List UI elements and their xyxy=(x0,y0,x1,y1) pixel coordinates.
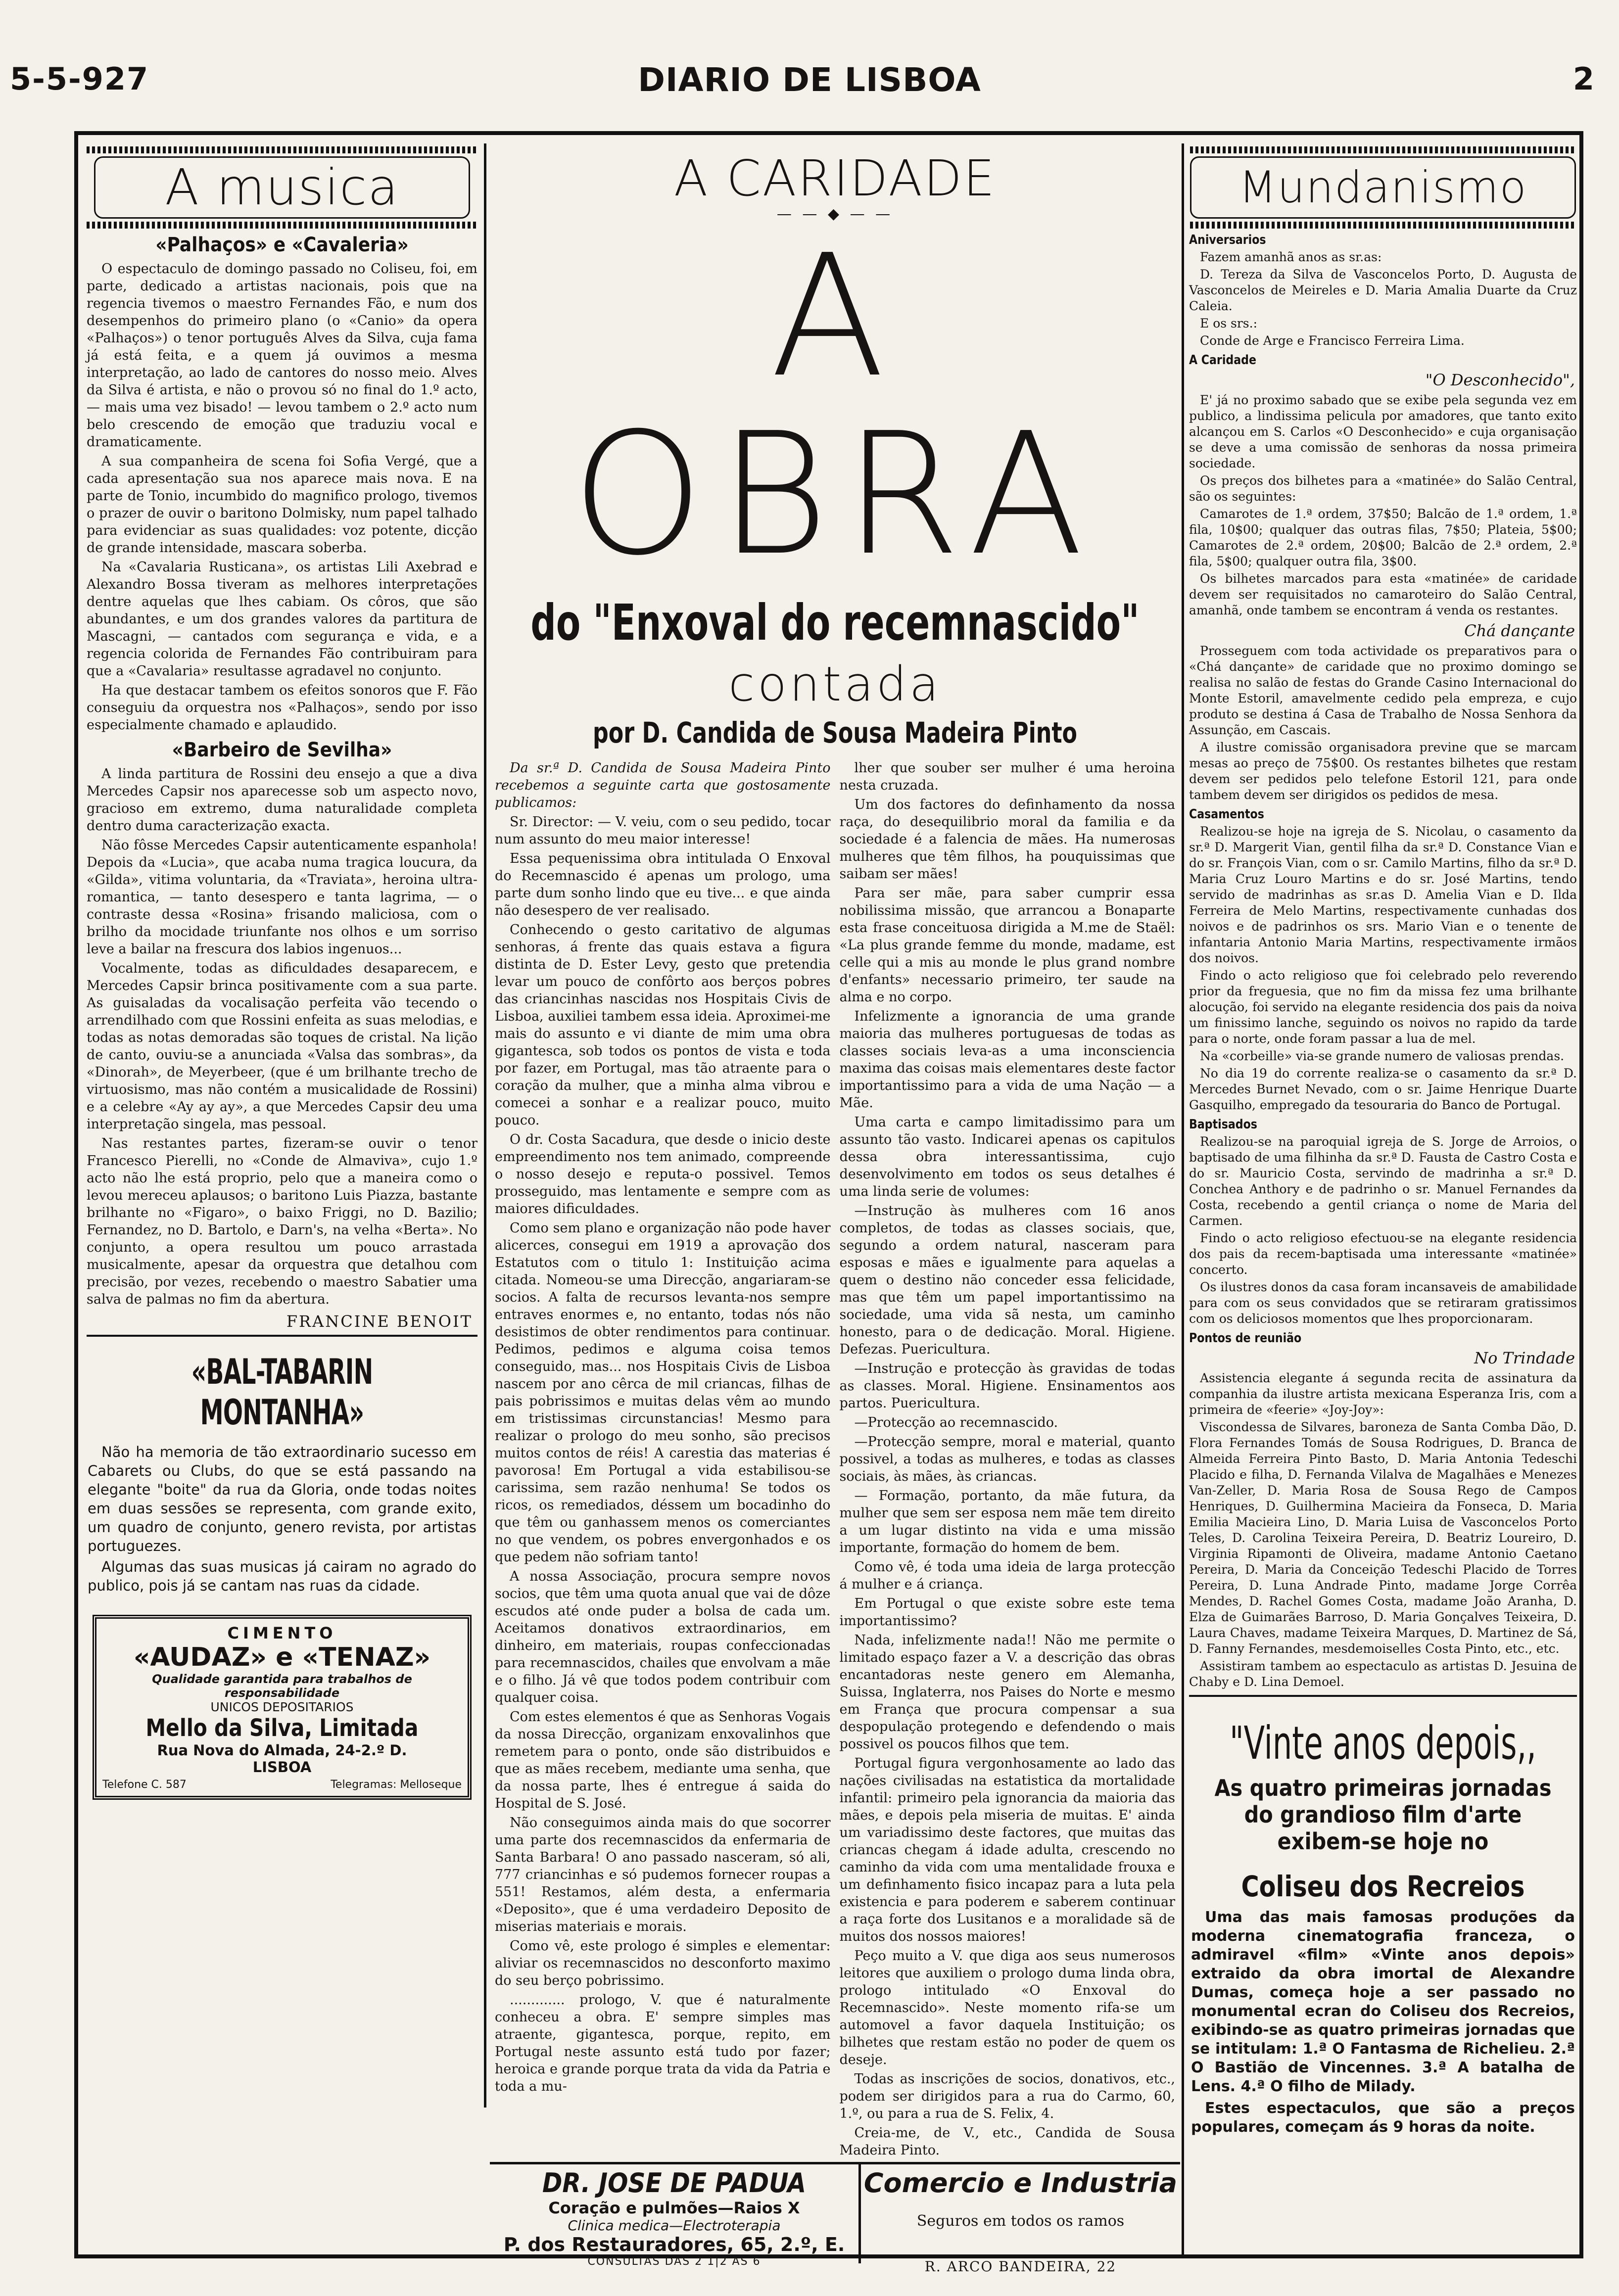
article-intro: Da sr.ª D. Candida de Sousa Madeira Pinto recebemos a seguinte carta que gostosamente publicamos: xyxy=(495,760,831,810)
paragraph: Realizou-se na paroquial igreja de S. Jorge de Arroios, o baptisado de uma filhinha da sr.ª D. Fausta de Castro Costa e do sr. Mauricio Costa, servindo de madrinha a sr.ª D. Conchea Anthory e de padrinho o sr. Manuel Fernandes da Costa, recebendo a gentil criança o nome de Maria del Carmen. xyxy=(1189,1134,1577,1228)
bal-tabarin-title: «BAL-TABARIN MONTANHA» xyxy=(191,1352,373,1433)
column-rule-right xyxy=(1182,143,1184,2256)
paragraph: Portugal figura vergonhosamente ao lado das nações civilisadas na estatistica da mortalidade infantil: primeiro pela ignorancia da maioria das mães, e depois pela miseria de muitas. E' ainda um variadissimo deste factores, que muitas das criancas chegam á idade adulta, crescendo no caminho da vida com uma mentalidade frouxa e um definhamento fisico incapaz para a luta pela existencia e para poderem e saberem continuar a raça forte dos Lusitanos e a moralidade sã de muitos dos nossos maiores! xyxy=(839,1756,1175,1944)
bal-tabarin-text xyxy=(88,1443,476,1595)
paragraph: ............. prologo, V. que é naturalmente conheceu a obra. E' sempre simples mas atraente, gigantesca, porque, repito, em Portugal neste assunto está tudo por fazer; heroica e grande porque trata da vida da Patria e toda a mu- xyxy=(495,1992,831,2094)
paragraph: Nas restantes partes, fizeram-se ouvir o tenor Francesco Pierelli, no «Conde de Almaviva», cujo 1.º acto não lhe está proprio, pelo que a maneira como o levou mereceu aplausos; o baritono Luis Piazza, bastante brilhante no «Figaro», o baixo Friggi, no D. Bazilio; Fernandez, no D. Bartolo, e Darn's, na velha «Berta». No conjunto, a opera resultou um pouco arrastada musicalmente, apesar da orquestra que detalhou com precisão, por vezes, recebendo o maestro Sabatier uma salva de palmas no fim da abertura. xyxy=(87,1136,477,1307)
paragraph: Em Portugal o que existe sobre este tema importantissimo? xyxy=(839,1596,1175,1629)
article-headline: A OBRA xyxy=(571,219,1099,593)
divider xyxy=(87,1335,477,1337)
tea-dance-text xyxy=(1189,643,1577,803)
paragraph: E' já no proximo sabado que se exibe pela segunda vez em publico, a lindissima pelicula por amadores, que tanto exito alcançou em S. Carlos «O Desconhecido» e cuja organisação se deve a uma comissão de senhoras da nossa primeira sociedade. xyxy=(1189,393,1577,470)
paragraph: Fazem amanhã anos as sr.as: xyxy=(1200,250,1382,264)
paragraph: O espectaculo de domingo passado no Coliseu, foi, em parte, dedicado a artistas nacionais, pois que na regencia tivemos o maestro Fernandes Fão, e num dos desempenhos do primeiro plano (o «Canio» da opera «Palhaços») o tenor português Alves da Silva, cuja fama já está feita, e a quem já ouvimos a mesma interpretação, ao lado de cantores do nosso meio. Alves da Silva é artista, e não o provou só no final do 1.º acto, — mais uma vez bisado! — levou tambem o 2.º acto num belo crescendo de emoção que traduziu vocal e dramaticamente. xyxy=(87,261,477,450)
author-signature: FRANCINE BENOIT xyxy=(286,1312,473,1331)
ad-line: UNICOS DEPOSITARIOS xyxy=(210,1700,354,1714)
paragraph: Os preços dos bilhetes para a «matinée» do Salão Central, são os seguintes: xyxy=(1189,473,1577,504)
section-title-music: A musica xyxy=(94,156,470,219)
ad-brand: «AUDAZ» e «TENAZ» xyxy=(133,1642,431,1672)
paragraph: Conhecendo o gesto caritativo de algumas senhoras, á frente das quais estava a figura distinta de D. Ester Levy, gesto que pretendia levar um pouco de confôrto aos berços pobres das criancinhas nascidas nos Hospitais Civis de Lisboa, auxiliei tambem essa ideia. Aproximei-me mais do assunto e vi diante de mim uma obra gigantesca, sob todos os pontos de vista e toda por fazer, em Portugal, mas tão atraente para o coração da mulher, que a minha alma vibrou e comecei a sonhar e a realizar pouco, muito pouco. xyxy=(495,922,831,1128)
tea-dance-title: Chá dançante xyxy=(1464,621,1575,640)
paragraph: — Formação, portanto, da mãe futura, da mulher que sem ser esposa nem mãe tem direito a um lugar distinto na vida e uma missão importante, formação do homem de bem. xyxy=(839,1488,1175,1555)
paragraph: lher que souber ser mulher é uma heroina nesta cruzada. xyxy=(839,760,1175,793)
paragraph: Os ilustres donos da casa foram incansaveis de amabilidade para com os seus convidados que se retiraram gratissimos com os deliciosos momentos que lhes proporcionaram. xyxy=(1189,1280,1577,1326)
ornament-border xyxy=(1190,146,1576,153)
paragraph: Um dos factores do definhamento da nossa raça, do desequilibrio moral da familia e da sociedade é a falencia de mães. Ha numerosas mulheres que têm filhos, ha pouquissimas que saibam ser mães! xyxy=(839,797,1175,882)
paragraph: Para ser mãe, para saber cumprir essa nobilissima missão, que arrancou a Bonaparte esta frase conceituosa dirigida a M.me de Staël: «La plus grande femme du monde, madame, est celle qui a mis au monde le plus grand nombre d'enfants» necessario primeiro, ter saude na alma e no corpo. xyxy=(839,886,1175,1005)
doctor-advertisement xyxy=(490,2164,861,2268)
music-column xyxy=(82,143,482,2108)
music-review-1 xyxy=(87,260,477,734)
ad-phone: Telefone C. 587 xyxy=(102,1779,187,1791)
birthdays-list xyxy=(1189,249,1577,349)
heading-weddings: Casamentos xyxy=(1189,807,1264,822)
music-heading-palhacos: «Palhaços» e «Cavaleria» xyxy=(155,234,409,256)
doctor-specialty: Coração e pulmões—Raios X xyxy=(548,2199,800,2217)
doctor-address: P. dos Restauradores, 65, 2.º, E. xyxy=(503,2234,845,2255)
article-byline: por D. Candida de Sousa Madeira Pinto xyxy=(592,716,1078,750)
trindade-title: No Trindade xyxy=(1474,1349,1575,1367)
paragraph: Na «Cavalaria Rusticana», os artistas Lili Axebrad e Alexandro Bossa tiveram as melhores interpretações dentre aquelas que lhes cabiam. Os côros, que são abundantes, e um dos grandes valores da partitura de Mascagni, — cantados com segurança e vida, e a regencia colorida de Fernandes Fão contribuiram para que a «Cavalaria» resultasse agradavel no conjunto. xyxy=(87,560,477,679)
column-rule-left xyxy=(484,143,486,2108)
section-title-society: Mundanismo xyxy=(1190,156,1576,219)
ornament-border xyxy=(87,222,477,229)
paragraph: O dr. Costa Sacadura, que desde o inicio deste empreendimento nos tem animado, compreende o nosso desejo e reputa-o possivel. Temos prosseguido, mas lentamente e sempre com as maiores dificuldades. xyxy=(495,1132,831,1217)
ad-city: LISBOA xyxy=(252,1759,312,1776)
paragraph: D. Tereza da Silva de Vasconcelos Porto, D. Augusta de Vasconcelos de Meireles e D. Maria Amalia Duarte da Cruz Caleia. xyxy=(1189,267,1577,313)
paragraph: Uma das mais famosas produções da moderna cinematografia franceza, o admiravel «film» «Vinte anos depois» extraido da obra imortal de Alexandre Dumas, começa hoje a ser passado no monumental ecran do Coliseu dos Recreios, exibindo-se as quatro primeiras jornadas que se intitulam: 1.ª O Fantasma de Richelieu. 2.ª O Bastião de Vincennes. 3.ª A batalha de Lens. 4.ª O filho de Milady. xyxy=(1191,1909,1575,2095)
paragraph: Todas as inscrições de socios, donativos, etc., podem ser dirigidos para a rua do Carmo, 60, 1.º, ou para a rua de S. Felix, 4. xyxy=(839,2071,1175,2121)
paragraph: Nada, infelizmente nada!! Não me permite o limitado espaço fazer a V. a descrição das obras encantadoras neste genero em Alemanha, Suissa, Inglaterra, nos Paises do Norte e mesmo em França que procura compensar a sua despopulação protegendo e defendendo o mais possivel os poucos filhos que tem. xyxy=(839,1633,1175,1752)
paragraph: Uma carta e campo limitadissimo para um assunto tão vasto. Indicarei apenas os capitulos dessa obra interessantissima, cujo desenvolvimento em todos os seus detalhes é uma linda serie de volumes: xyxy=(839,1115,1175,1199)
paragraph: Algumas das suas musicas já cairam no agrado do publico, pois já se cantam nas ruas da cidade. xyxy=(88,1558,476,1594)
paragraph: Realizou-se hoje na igreja de S. Nicolau, o casamento da sr.ª D. Margerit Vian, gentil filha da sr.ª D. Constance Vian e do sr. François Vian, com o sr. Camilo Martins, filho da sr.ª D. Maria Cruz Louro Martins e do sr. José Martins, tendo servido de madrinhas as sr.as D. Amelia Vian e D. Ilda Ferreira de Melo Martins, respectivamente cunhadas dos noivos e de padrinhos os srs. Mario Vian e o tenente de infantaria Antonio Maria Martins, respectivamente irmãos dos noivos. xyxy=(1189,824,1577,965)
paragraph: Essa pequenissima obra intitulada O Enxoval do Recemnascido é apenas um prologo, uma parte dum sonho lindo que eu tive... e que ainda não desespero de ver realisado. xyxy=(495,851,831,918)
paragraph: Ha que destacar tambem os efeitos sonoros que F. Fão conseguiu da orquestra nos «Palhaços», sendo por isso especialmente chamado e aplaudido. xyxy=(87,683,477,733)
article-column-1 xyxy=(495,759,831,2161)
paragraph: Infelizmente a ignorancia de uma grande maioria das mulheres portuguesas de todas as classes sociais leva-as a uma inconsciencia maxima das coisas mais elementares deste factor importantissimo para a vida de uma Nação — a Mãe. xyxy=(839,1009,1175,1111)
ad-company: Mello da Silva, Limitada xyxy=(145,1714,419,1742)
ornament-divider: — — ◆ — — xyxy=(776,205,894,223)
heading-meeting-points: Pontos de reunião xyxy=(1189,1331,1302,1346)
article-kicker: A CARIDADE xyxy=(673,149,997,207)
paragraph: —Instrução e protecção às gravidas de todas as classes. Moral. Higiene. Ensinamentos aos partos. Puericultura. xyxy=(839,1361,1175,1411)
paragraph: Não conseguimos ainda mais do que socorrer uma parte dos recemnascidos da enfermaria de Santa Barbara! O ano passado nasceram, só ali, 777 criancinhas e só pudemos fornecer roupas a 551! Restamos, além desta, a enfermaria «Deposito», que é uma verdadeiro Deposito de miserias materiais e morais. xyxy=(495,1815,831,1934)
insurance-address: R. ARCO BANDEIRA, 22 xyxy=(924,2258,1117,2275)
paragraph: A ilustre comissão organisadora previne que se marcam mesas ao preço de 75$00. Os restantes bilhetes que restam devem ser pedidos pelo telefone Estoril 121, para onde tambem devem ser dirigidos os pedidos de mesa. xyxy=(1189,740,1577,802)
ad-contacts xyxy=(102,1779,462,1791)
paragraph: E os srs.: xyxy=(1200,316,1258,330)
doctor-name: DR. JOSE DE PADUA xyxy=(542,2167,807,2199)
ad-line: Qualidade garantida para trabalhos de responsabilidade xyxy=(152,1672,412,1700)
masthead xyxy=(0,52,1619,106)
music-heading-barbeiro: «Barbeiro de Sevilha» xyxy=(172,739,392,761)
paragraph: No dia 19 do corrente realiza-se o casamento da sr.ª D. Mercedes Burnet Nevado, com o sr. Jaime Henrique Duarte Gasquilho, empregado da tesouraria do Banco de Portugal. xyxy=(1189,1066,1577,1112)
paragraph: Não ha memoria de tão extraordinario sucesso em Cabarets ou Clubs, do que se está passando na elegante "boite" da rua da Gloria, onde todas noites em duas sessões se representa, com grande exito, um quadro de conjunto, genero revista, por artistas portuguezes. xyxy=(88,1444,476,1554)
heading-charity: A Caridade xyxy=(1189,353,1256,368)
weddings-text xyxy=(1189,824,1577,1113)
paragraph: Assistencia elegante á segunda recita de assinatura da companhia da ilustre artista mexicana Esperanza Iris, com a primeira de «feerie» «Joy-Joy»: xyxy=(1189,1371,1577,1417)
paragraph: Estes espectaculos, que são a preços populares, começam ás 9 horas da noite. xyxy=(1191,2100,1575,2136)
heading-birthdays: Aniversarios xyxy=(1189,233,1266,247)
paragraph: Viscondessa de Silvares, baroneza de Santa Comba Dão, D. Flora Fernandes Tomás de Sousa Rodrigues, D. Branca de Almeida Ferreira Pinto Basto, D. Maria Antonia Tedeschi Placido e filha, D. Fernanda Vilalva de Magalhães e Menezes Van-Zeller, D. Maria Rosa de Sousa Rego de Campos Henriques, D. Guilhermina Macieira da Fonseca, D. Maria Emilia Macieira Lino, D. Maria Luisa de Vasconcelos Porto Teles, D. Carolina Teixeira Pereira, D. Beatriz Loureiro, D. Virginia Ripamonti de Oliveira, madame Antonio Caetano Pereira, D. Maria da Conceição Tedeschi Placido de Torres Pereira, D. Luna Andrade Pinto, madame Jorge Corrêa Mendes, D. Rachel Gomes Costa, madame João Aranha, D. Elza de Guimarães Barroso, D. Maria Gonçalves Teixeira, D. Laura Chaves, madame Teixeira Marques, D. Martinez de Sá, D. Fanny Fernandes, mesdemoiselles Costa Pinto, etc., etc. xyxy=(1189,1420,1577,1656)
insurance-slogan: Seguros em todos os ramos xyxy=(916,2212,1125,2230)
charity-text xyxy=(1189,392,1577,618)
ad-line: CIMENTO xyxy=(227,1624,337,1642)
insurance-advertisement xyxy=(861,2164,1180,2275)
paragraph: Como sem plano e organização não pode haver alicerces, consegui em 1919 a aprovação dos Estatutos com o titulo 1: Instituição acima citada. Nomeou-se uma Direcção, angariaram-se socios. A falta de recursos levanta-nos sempre entraves enormes e, no entanto, todas nós não desistimos de obter rendimentos para continuar. Pedimos, pedimos e alguma coisa temos conseguido, mas... nos Hospitais Civis de Lisboa nascem por ano cêrca de mil criancas, filhas de pais pobrissimos e muitas delas vêm ao mundo em tristissimas circunstancias! Mesmo para realizar o prologo do meu sonho, são precisos muitos contos de réis! A carestia das materias é pavorosa! Em Portugal a vida estabilisou-se carissima, sem razão nenhuma! Se todos os ricos, os remediados, déssem um bocadinho do que têm ou ganhassem menos os comerciantes no que vendem, os pobres envergonhados e os que pedem não sofriam tanto! xyxy=(495,1220,831,1565)
ad-telegram: Telegramas: Melloseque xyxy=(331,1779,462,1791)
film-subtitle: As quatro primeiras jornadas do grandioso film d'arte exibem-se hoje no xyxy=(1214,1775,1552,1855)
insurance-name: Comercio e Industria xyxy=(863,2167,1178,2199)
paragraph: Findo o acto religioso que foi celebrado pelo reverendo prior da freguesia, que no fim da missa fez uma brilhante alocução, foi servido na elegante residencia dos pais da noiva um finissimo lanche, seguindo os noivos no rapido da tarde para o norte, onde foram passar a lua de mel. xyxy=(1189,968,1577,1046)
ornament-border xyxy=(87,146,477,153)
paragraph: Assistiram tambem ao espectaculo as artistas D. Jesuina de Chaby e D. Lina Demoel. xyxy=(1189,1659,1577,1689)
paragraph: —Protecção ao recemnascido. xyxy=(854,1415,1058,1430)
film-title: "Vinte anos depois,, xyxy=(1230,1717,1536,1770)
doctor-hours: CONSULTAS DAS 2 1|2 AS 6 xyxy=(587,2255,761,2268)
paragraph: Com estes elementos é que as Senhoras Vogais da nossa Direcção, organizam enxovalinhos que remetem para o ponto, onde são distribuidos e que as mães recebem, mediante uma senha, que da nossa parte, lhes é entregue á saida do Hospital de S. José. xyxy=(495,1709,831,1811)
heading-baptisms: Baptisados xyxy=(1189,1117,1257,1132)
film-venue: Coliseu dos Recreios xyxy=(1241,1870,1525,1903)
bottom-ads xyxy=(490,2162,1180,2275)
paragraph: —Instrução às mulheres com 16 anos completos, de todas as classes sociais, que, segundo a ordem natural, nasceram para esposas e mães e igualmente para aquelas a quem o destino não conceder essa felicidade, mas que têm um papel importantissimo na sociedade, uma vida sã nesta, um caminho honesto, para o de dedicação. Moral. Higiene. Defezas. Puericultura. xyxy=(839,1203,1175,1357)
paragraph: Conde de Arge e Francisco Ferreira Lima. xyxy=(1200,333,1465,348)
paragraph: —Protecção sempre, moral e material, quanto possivel, a todas as mulheres, e todas as classes sociais, às mães, às criancas. xyxy=(839,1434,1175,1484)
paragraph: Como vê, é toda uma ideia de larga protecção á mulher e á criança. xyxy=(839,1559,1175,1592)
paragraph: Prosseguem com toda actividade os preparativos para o «Chá dançante» de caridade que no proximo domingo se realisa no salão de festas do Grande Casino Internacional do Monte Estoril, amavelmente cedido pela empreza, e cujo produto se destina á Casa de Trabalho de Nossa Senhora da Assunção, em Cascais. xyxy=(1189,644,1577,737)
newspaper-name: DIARIO DE LISBOA xyxy=(638,61,981,99)
paragraph: Sr. Director: — V. veiu, com o seu pedido, tocar num assunto do meu maior interesse! xyxy=(495,814,831,847)
article-deck: contada xyxy=(728,656,942,712)
ad-address: Rua Nova do Almada, 24-2.º D. xyxy=(157,1742,407,1759)
charity-film-title: "O Desconhecido", xyxy=(1425,371,1575,389)
paragraph: A nossa Associação, procura sempre novos socios, que têm uma quota anual que vai de dôze escudos até onde puder a bolsa de cada um. Aceitamos donativos extraordinarios, em dinheiro, em materiais, roupas confeccionadas para recemnascidos, chailes que envolvam a mãe e o filho. Já vê que todos podem contribuir com qualquer coisa. xyxy=(495,1569,831,1705)
paragraph: Findo o acto religioso efectuou-se na elegante residencia dos pais da recem-baptisada uma interessante «matinée» concerto. xyxy=(1189,1231,1577,1277)
doctor-clinic: Clinica medica—Electroterapia xyxy=(568,2217,781,2234)
music-review-2 xyxy=(87,765,477,1308)
paragraph: Peço muito a V. que diga aos seus numerosos leitores que auxiliem o prologo duma linda obra, prologo intitulado «O Enxoval do Recemnascido». Neste momento rifa-se um automovel a favor daquela Instituição; os bilhetes que restam estão no poder de quem os deseje. xyxy=(839,1948,1175,2067)
article-subheadline: do "Enxoval do recemnascido" xyxy=(530,594,1140,652)
paragraph: Camarotes de 1.ª ordem, 37$50; Balcão de 1.ª ordem, 1.ª fila, 10$00; qualquer das outras filas, 7$50; Plateia, 5$00; Camarotes de 2.ª ordem, 20$00; Balcão de 2.ª ordem, 2.ª fila, 5$00; qualquer outra fila, 3$00. xyxy=(1189,507,1577,568)
cement-advertisement xyxy=(93,1615,472,1800)
paragraph: Vocalmente, todas as dificuldades desaparecem, e Mercedes Capsir brinca positivamente com a sua parte. As guisaladas da vocalisação perfeita vão tecendo o arrendilhado com que Rossini enfeita as suas melodias, e todas as notas demoradas são toques de cristal. Na lição de canto, ouviu-se a anunciada «Valsa das sombras», da «Dinorah», de Meyerbeer, (que é um brilhante trecho de virtuosismo, mas não contém a musicalidade de Rossini) e a celebre «Ay ay ay», a que Mercedes Capsir deu uma interpretação singela, mas pessoal. xyxy=(87,961,477,1132)
paragraph: Na «corbeille» via-se grande numero de valiosas prendas. xyxy=(1200,1049,1565,1063)
paragraph: Os bilhetes marcados para esta «matinée» de caridade devem ser requisitados no camaroteiro do Salão Central, amanhã, onde tambem se encontram á venda os restantes. xyxy=(1189,571,1577,617)
main-article xyxy=(490,143,1180,2256)
issue-date: 5-5-927 xyxy=(10,61,149,97)
divider xyxy=(1189,1695,1577,1697)
paragraph: Não fôsse Mercedes Capsir autenticamente espanhola! Depois da «Lucia», que acaba numa tragica loucura, da «Gilda», vitima voluntaria, da «Traviata», heroina ultra-romantica, — tanto desespero e tanta lagrima, — o contraste dessa «Rosina» frisando maliciosa, com o brilho da mocidade triunfante nos olhos e um sorriso leve a bailar na frescura dos labios ingenuos... xyxy=(87,838,477,957)
society-column xyxy=(1185,143,1581,2256)
paragraph: Como vê, este prologo é simples e elementar: aliviar os recemnascidos no desconforto maximo do seu berço pobrissimo. xyxy=(495,1938,831,1988)
paragraph: Creia-me, de V., etc., Candida de Sousa Madeira Pinto. xyxy=(839,2125,1175,2158)
film-text xyxy=(1191,1908,1575,2137)
trindade-text xyxy=(1189,1370,1577,1690)
ornament-border xyxy=(1190,222,1576,229)
page-number: 2 xyxy=(1572,61,1594,97)
paragraph: A sua companheira de scena foi Sofia Vergé, que a cada apresentação sua nos aparece mais nova. E na parte de Tonio, incumbido do magnifico prologo, tivemos o prazer de ouvir o baritono Dolmisky, num papel talhado para evidenciar as suas qualidades: voz potente, dicção de grande intensidade, mascara soberba. xyxy=(87,454,477,556)
article-column-2 xyxy=(840,759,1176,2161)
article-body xyxy=(495,759,1175,2161)
baptisms-text xyxy=(1189,1134,1577,1327)
paragraph: A linda partitura de Rossini deu ensejo a que a diva Mercedes Capsir nos aparecesse sob um aspecto novo, gracioso em extremo, duma naturalidade completa dentro duma caracterização exacta. xyxy=(87,766,477,834)
